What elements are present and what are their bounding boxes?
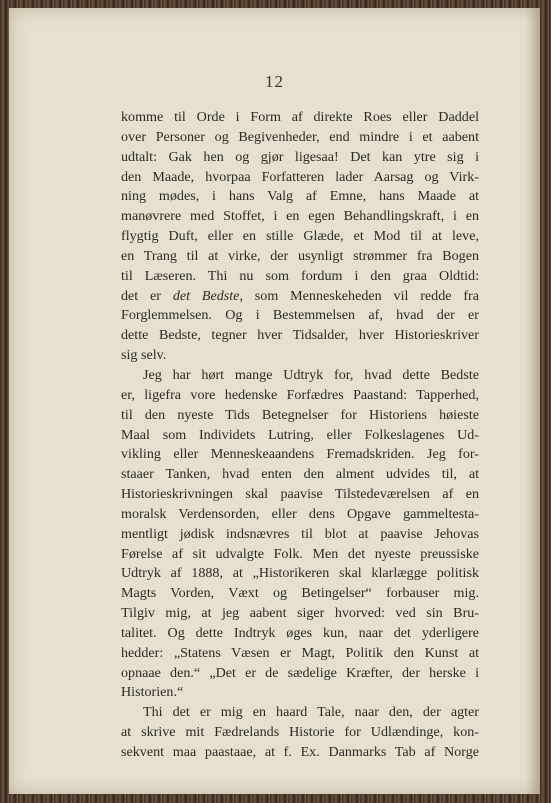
text-line: sig selv. (121, 347, 167, 364)
text-line: at skrive mit Fædrelands Historie for Udlændinge, kon- (121, 724, 479, 741)
text-line: Historieskrivningen skal paavise Tilstedeværelsen af en (121, 486, 479, 503)
text-line: Forglemmelsen. Og i Bestemmelsen af, hvad der er (121, 307, 479, 324)
text-segment: det er (121, 287, 173, 304)
text-line: talitet. Og dette Indtryk øges kun, naar det yderligere (121, 624, 479, 641)
text-line: til den nyeste Tids Betegnelser for Historiens høieste (121, 406, 479, 423)
text-line: komme til Orde i Form af direkte Roes eller Daddel (121, 109, 479, 125)
text-line: ning mødes, i hans Valg af Emne, hans Maade at (121, 188, 479, 205)
text-line: Historien.“ (121, 684, 184, 701)
text-segment: som Menneskeheden vil redde fra (242, 287, 479, 304)
text-line: den Maade, hvorpaa Forfatteren lader Aarsag og Virk- (121, 168, 479, 185)
text-line: udtalt: Gak hen og gjør ligesaa! Det kan ytre sig i (121, 148, 479, 165)
text-line: Tilgiv mig, at jeg aabent siger hvorved: ved sin Bru- (121, 605, 479, 622)
text-line: manøvrere med Stoffet, i en egen Behandlingskraft, i en (121, 208, 479, 225)
text-line: moralsk Verdensorden, eller dens Opgave gammeltesta- (121, 505, 479, 522)
text-line: mentligt jødisk indsnævres til blot at paavise Jehovas (121, 525, 479, 542)
text-line: en Trang til at virke, der usynligt strømmer fra Bogen (121, 247, 479, 264)
page-number: 12 (265, 72, 284, 91)
paper-page (9, 8, 540, 794)
binding-shadow (526, 8, 540, 794)
text-line: hedder: „Statens Væsen er Magt, Politik den Kunst at (121, 644, 479, 661)
body-text (121, 108, 479, 763)
text-line (121, 287, 479, 307)
text-line: vikling eller Menneskeaandens Fremadskriden. Jeg for- (121, 446, 479, 463)
text-line: over Personer og Begivenheder, end mindre i et aabent (121, 128, 479, 145)
text-line: Udtryk af 1888, at „Historikeren skal klarlægge politisk (121, 565, 479, 582)
text-line: til Læseren. Thi nu som fordum i den graa Oldtid: (121, 267, 479, 284)
text-line: sekvent maa paastaae, at f. Ex. Danmarks Tab af Norge (121, 744, 479, 760)
text-line: er, ligefra vore hedenske Forfædres Paastand: Tapperhed, (121, 386, 479, 403)
text-line: Thi det er mig en haard Tale, naar den, der agter (143, 704, 479, 721)
text-line: Jeg har hørt mange Udtryk for, hvad dette Bedste (143, 366, 479, 383)
emphasized-text: det Bedste, (172, 287, 243, 304)
text-line: flygtig Duft, eller en stille Glæde, et Mod til at leve, (121, 228, 479, 245)
text-line: dette Bedste, tegner hver Tidsalder, hver Historieskriver (121, 327, 479, 344)
text-line: opnaae den.“ „Det er de sædelige Kræfter, der herske i (121, 664, 479, 681)
text-line: Førelse af sit udvalgte Folk. Men det nyeste preussiske (121, 545, 479, 562)
text-line: staaer Tanken, hvad enten den alment udvides til, at (121, 466, 479, 483)
text-line: Magts Vorden, Væxt og Betingelser“ forbauser mig. (121, 585, 479, 602)
text-line: Maal som Individets Lutring, eller Folkeslagenes Ud- (121, 426, 479, 443)
